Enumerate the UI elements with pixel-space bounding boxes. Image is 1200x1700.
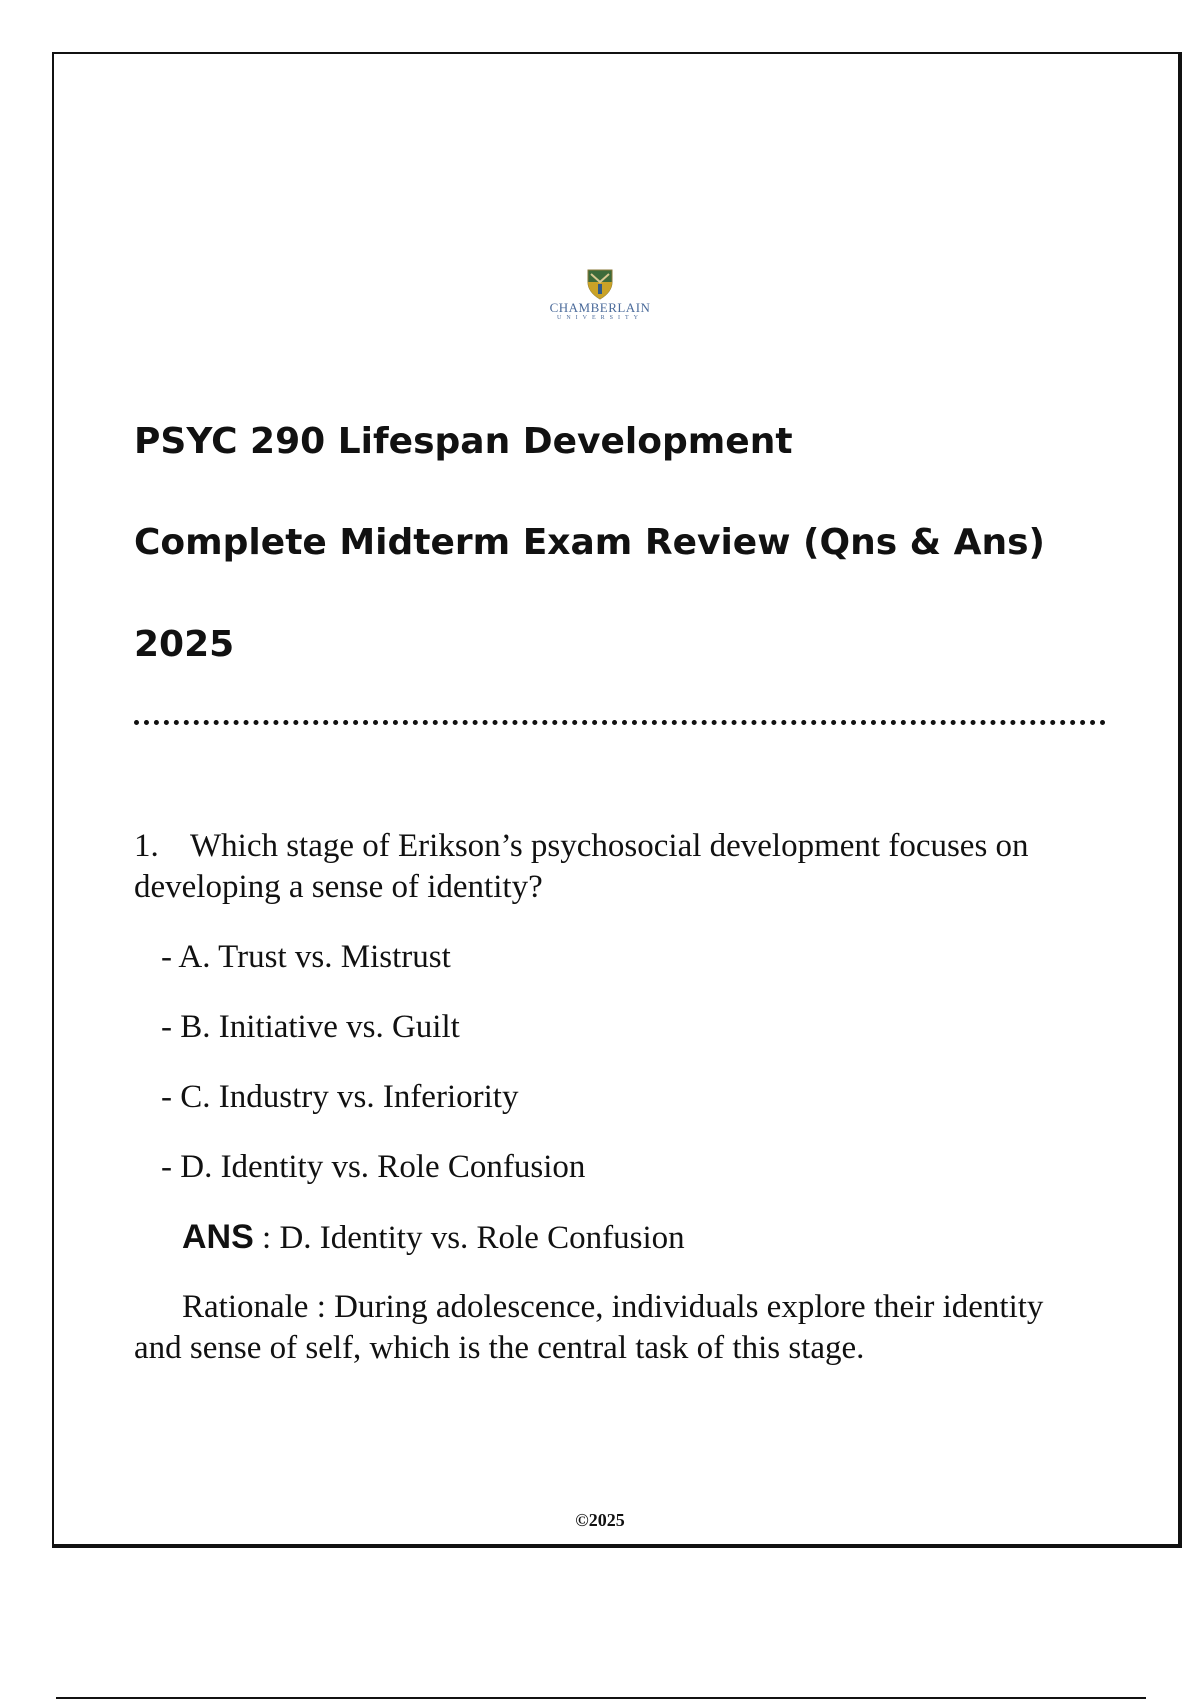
shield-icon bbox=[586, 268, 614, 300]
option-c: - C. Industry vs. Inferiority bbox=[161, 1079, 519, 1115]
question-number: 1. bbox=[134, 828, 159, 864]
question-text-block bbox=[134, 826, 1094, 908]
option-a: - A. Trust vs. Mistrust bbox=[161, 939, 451, 975]
copyright-footer: ©2025 bbox=[575, 1510, 625, 1530]
dotted-divider bbox=[134, 720, 1106, 725]
logo-wordmark: CHAMBERLAIN bbox=[549, 300, 651, 315]
university-logo bbox=[540, 268, 660, 322]
option-d: - D. Identity vs. Role Confusion bbox=[161, 1149, 586, 1185]
document-year: 2025 bbox=[134, 624, 235, 665]
option-b: - B. Initiative vs. Guilt bbox=[161, 1009, 460, 1045]
rationale-text: Rationale : During adolescence, individuals explore their identity and sense of self, which is the central task of this stage. bbox=[134, 1289, 1044, 1366]
logo-subtitle: UNIVERSITY bbox=[557, 315, 643, 321]
bottom-divider bbox=[56, 1697, 1146, 1699]
answer-text: : D. Identity vs. Role Confusion bbox=[253, 1220, 685, 1256]
answer-label: ANS bbox=[182, 1218, 254, 1256]
answer-line bbox=[182, 1217, 685, 1259]
question-text: Which stage of Erikson’s psychosocial development focuses on developing a sense of identity? bbox=[134, 828, 1029, 905]
document-title: PSYC 290 Lifespan Development bbox=[134, 421, 793, 462]
document-subtitle: Complete Midterm Exam Review (Qns & Ans) bbox=[134, 522, 1045, 563]
